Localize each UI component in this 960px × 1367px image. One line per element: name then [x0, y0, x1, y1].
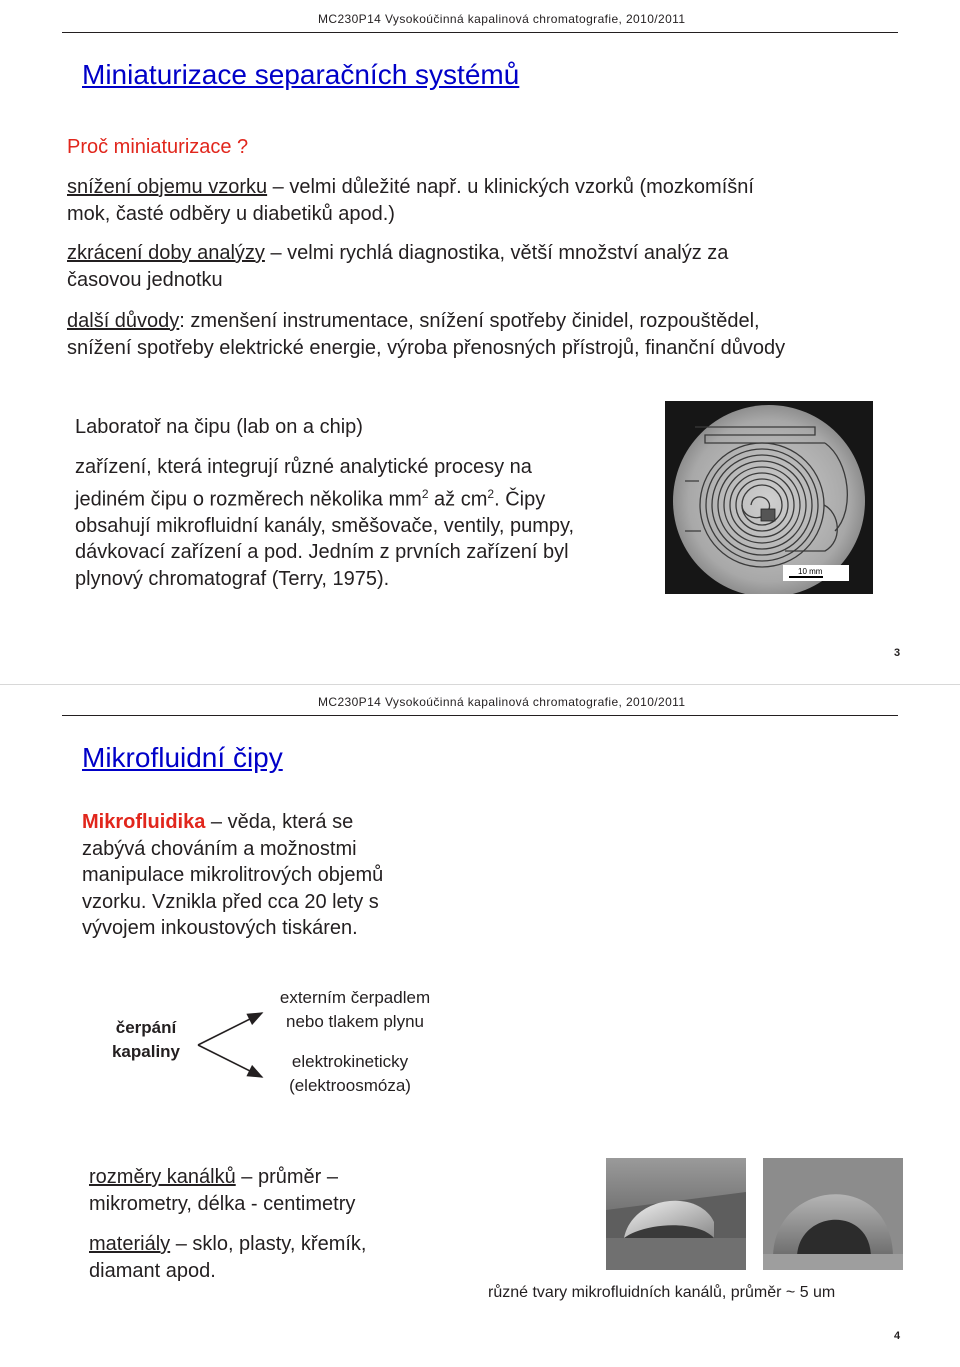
microfluidics-definition	[82, 809, 502, 942]
page1-header: MC230P14 Vysokoúčinná kapalinová chromatografie, 2010/2011	[318, 12, 686, 26]
definition-line-2: zabývá chováním a možnostmi	[82, 837, 357, 860]
pumping-option-electrokinetic-line-1: elektrokineticky	[291, 1052, 409, 1071]
page1-number: 3	[894, 647, 901, 659]
channel-dimensions	[89, 1164, 529, 1217]
definition-line-4: vzorku. Vznikla před cca 20 lety s	[82, 890, 379, 913]
arrow-up-icon	[198, 1013, 262, 1045]
definition-line-1: – věda, která se	[205, 811, 354, 833]
page2-header-rule	[62, 715, 898, 716]
lab-text-line-2a: jediném čipu o rozměrech několika mm	[75, 488, 422, 511]
reason-sample-volume-term: snížení objemu vzorku	[67, 176, 268, 198]
reason-sample-volume	[67, 174, 927, 227]
chip-photo-graphic	[665, 401, 873, 594]
channel-dimensions-text-2: mikrometry, délka - centimetry	[89, 1192, 356, 1215]
gas-chromatograph-chip-photo	[665, 401, 873, 594]
channel-dimensions-term: rozměry kanálků	[89, 1166, 236, 1188]
lab-text-line-5: plynový chromatograf (Terry, 1975).	[75, 567, 390, 590]
page1-title: Miniaturizace separačních systémů	[82, 59, 520, 90]
channel-photo-rounded-graphic	[763, 1158, 903, 1270]
reason-analysis-time-term: zkrácení doby analýzy	[67, 242, 265, 264]
lab-on-chip-title: Laboratoř na čipu (lab on a chip)	[75, 416, 363, 438]
superscript-2b: 2	[487, 486, 495, 501]
reason-sample-volume-text-2: mok, časté odběry u diabetiků apod.)	[67, 202, 395, 225]
channel-photos-caption: různé tvary mikrofluidních kanálů, průměr ~ 5 um	[488, 1284, 836, 1301]
channel-dimensions-text: – průměr –	[235, 1166, 338, 1188]
question-text: Proč miniaturizace ?	[67, 136, 249, 158]
channel-photo-semicircular-graphic	[606, 1158, 746, 1270]
page2-header: MC230P14 Vysokoúčinná kapalinová chromatografie, 2010/2011	[318, 695, 686, 709]
lab-text-line-2b: až cm	[428, 488, 488, 511]
page2-number: 4	[894, 1330, 901, 1342]
pumping-option-external-line-1: externím čerpadlem	[279, 988, 431, 1007]
reason-sample-volume-text: – velmi důležité např. u klinických vzorků (mozkomíšní	[267, 176, 754, 198]
pumping-label-line-1: čerpání	[115, 1018, 177, 1037]
lab-on-chip-description	[75, 454, 655, 592]
channel-photo-semicircular	[606, 1158, 746, 1270]
lab-text-line-2c: . Čipy	[494, 488, 546, 511]
microfluidics-term: Mikrofluidika	[82, 811, 206, 833]
reason-other-text-2: snížení spotřeby elektrické energie, výroba přenosných přístrojů, finanční důvody	[67, 336, 786, 359]
pumping-label	[94, 1016, 198, 1064]
superscript-2a: 2	[421, 486, 429, 501]
reason-analysis-time-text: – velmi rychlá diagnostika, větší množství analýz za	[264, 242, 729, 264]
reason-other-text: : zmenšení instrumentace, snížení spotřeby činidel, rozpouštědel,	[179, 310, 760, 332]
pumping-label-line-2: kapaliny	[111, 1042, 181, 1061]
pumping-option-electrokinetic-line-2: (elektroosmóza)	[289, 1076, 411, 1095]
page2-title: Mikrofluidní čipy	[82, 742, 283, 773]
pumping-option-external-line-2: nebo tlakem plynu	[286, 1012, 424, 1031]
reason-analysis-time	[67, 240, 927, 293]
reason-analysis-time-text-2: časovou jednotku	[67, 268, 223, 291]
channel-materials	[89, 1231, 529, 1284]
lab-text-line-3: obsahují mikrofluidní kanály, směšovače, ventily, pumpy,	[75, 514, 575, 537]
channel-materials-text: – sklo, plasty, křemík,	[170, 1233, 367, 1255]
channel-materials-text-2: diamant apod.	[89, 1259, 216, 1282]
lab-text-line-4: dávkovací zařízení a pod. Jedním z prvních zařízení byl	[75, 541, 569, 564]
reason-other	[67, 308, 947, 361]
channel-materials-term: materiály	[89, 1233, 171, 1255]
pumping-option-external	[255, 986, 455, 1034]
page-separator	[0, 684, 960, 685]
reason-other-term: další důvody	[67, 310, 180, 332]
page1-header-rule	[62, 32, 898, 33]
pumping-option-electrokinetic	[250, 1050, 450, 1098]
lab-text-line-1: zařízení, která integrují různé analytické procesy na	[75, 456, 532, 478]
channel-photo-rounded	[763, 1158, 903, 1270]
definition-line-5: vývojem inkoustových tiskáren.	[82, 917, 358, 939]
definition-line-3: manipulace mikrolitrových objemů	[82, 864, 384, 886]
chip-scale-label: 10 mm	[798, 567, 823, 576]
